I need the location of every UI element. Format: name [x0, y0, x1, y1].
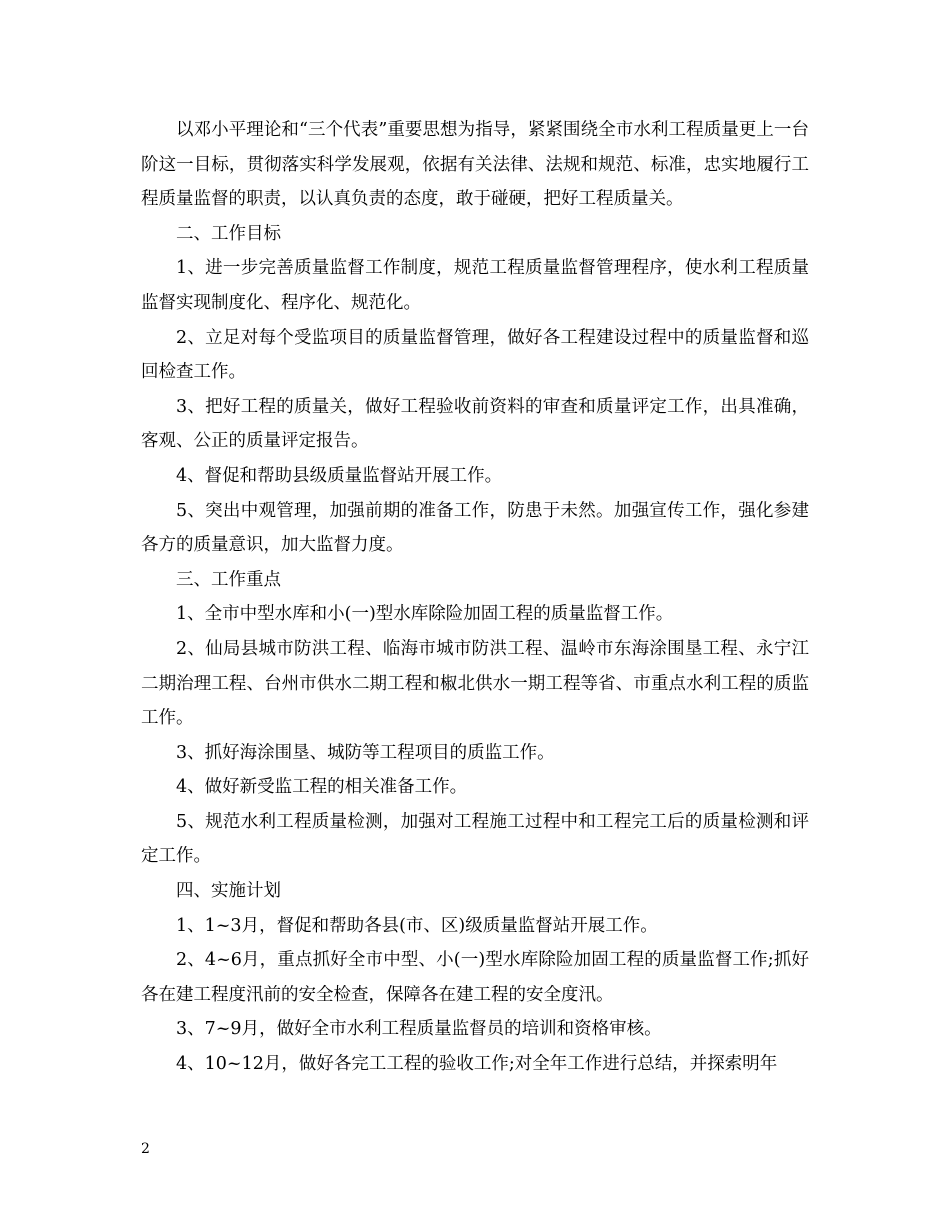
document-body: [141, 113, 809, 1082]
section-heading-work-goals: 二、工作目标: [176, 223, 281, 244]
list-item: 5、规范水利工程质量检测，加强对工程施工过程中和工程完工后的质量检测和评定工作。: [141, 811, 809, 867]
list-item: 1、全市中型水库和小(一)型水库除险加固工程的质量监督工作。: [176, 604, 674, 625]
list-item: 4、做好新受监工程的相关准备工作。: [176, 777, 468, 798]
list-item: 4、督促和帮助县级质量监督站开展工作。: [176, 465, 503, 486]
list-item: 3、7~9月，做好全市水利工程质量监督员的培训和资格审核。: [176, 1019, 662, 1040]
page-number: 2: [141, 1141, 150, 1157]
list-item: 2、4~6月，重点抓好全市中型、小(一)型水库除险加固工程的质量监督工作;抓好各在建工程度汛前的安全检查，保障各在建工程的安全度汛。: [141, 950, 809, 1005]
list-item: 2、仙局县城市防洪工程、临海市城市防洪工程、温岭市东海涂围垦工程、永宁江二期治理工程、台州市供水二期工程和椒北供水一期工程等省、市重点水利工程的质监工作。: [141, 638, 809, 729]
paragraph-guiding-ideology: 以邓小平理论和“三个代表”重要思想为指导，紧紧围绕全市水利工程质量更上一台阶这一目标，贯彻落实科学发展观，依据有关法律、法规和规范、标准，忠实地履行工程质量监督的职责，以认真负责的态度，敢于碰硬，把好工程质量关。: [141, 120, 809, 210]
list-item: 5、突出中观管理，加强前期的准备工作，防患于未然。加强宣传工作，强化参建各方的质量意识，加大监督力度。: [141, 500, 809, 556]
section-heading-implementation-plan: 四、实施计划: [176, 881, 281, 902]
list-item: 1、1~3月，督促和帮助各县(市、区)级质量监督站开展工作。: [176, 915, 658, 936]
list-item: 1、进一步完善质量监督工作制度，规范工程质量监督管理程序，使水利工程质量监督实现制度化、程序化、规范化。: [141, 258, 809, 313]
list-item: 4、10~12月，做好各完工工程的验收工作;对全年工作进行总结，并探索明年: [176, 1054, 778, 1075]
section-heading-work-focus: 三、工作重点: [176, 569, 281, 590]
list-item: 3、把好工程的质量关，做好工程验收前资料的审查和质量评定工作，出具准确，客观、公正的质量评定报告。: [141, 396, 809, 452]
list-item: 3、抓好海涂围垦、城防等工程项目的质监工作。: [176, 742, 555, 763]
list-item: 2、立足对每个受监项目的质量监督管理，做好各工程建设过程中的质量监督和巡回检查工作。: [141, 327, 809, 383]
